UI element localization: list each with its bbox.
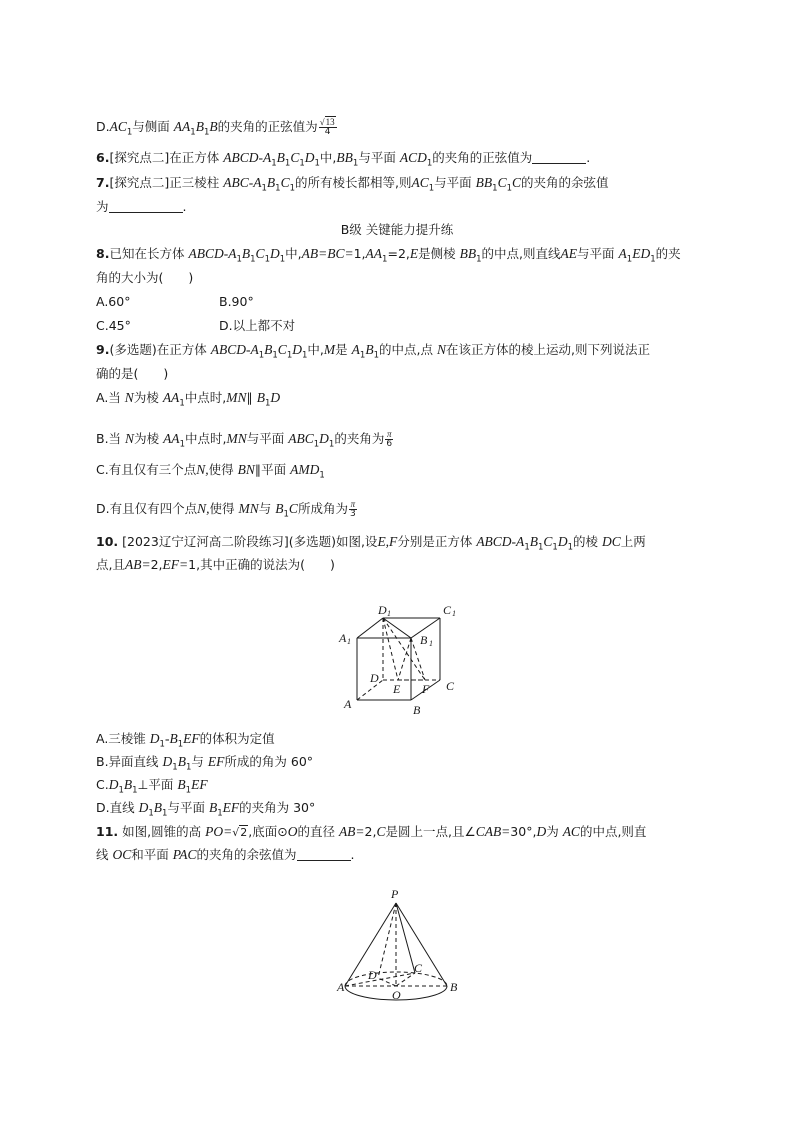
label-c1-sub: 1 (452, 609, 456, 618)
cone-label-b: B (450, 980, 458, 994)
answer-blank[interactable] (297, 848, 351, 861)
label-d1: D (378, 603, 387, 617)
question-11: 11. 如图,圆锥的高 PO=√2,底面⊙O的直径 AB=2,C是圆上一点,且∠CAB=30°,D为 AC的中点,则直 (96, 824, 647, 839)
q9-option-d[interactable]: D.有且仅有四个点N,使得 MN与 $B_1C$所成角为 $\frac{\pi}{3}$ (96, 499, 356, 520)
question-8-line2: 角的大小为( ) (96, 270, 194, 285)
cone-label-d: D (368, 968, 377, 982)
section-heading: B级 关键能力提升练 (340, 222, 454, 237)
label-b1-sub: 1 (429, 639, 433, 648)
question-7: 7.[探究点二]正三棱柱 ABC-$A_1B_1C_1$的所有棱长都相等,则$AC_1$与平面 $BB_1C_1C$的夹角的余弦值 (96, 175, 609, 194)
cube-figure (0, 600, 794, 730)
label-c: C (446, 679, 455, 693)
question-11-line2: 线 OC和平面 PAC的夹角的余弦值为 . (96, 847, 355, 862)
label-b1: B (420, 633, 428, 647)
q10-option-c[interactable]: $C.D_1B_1\perp$平面 $B_1EF$ (96, 777, 208, 796)
cone-label-o: O (392, 988, 401, 1002)
q8-option-c[interactable]: C.45° (96, 318, 131, 333)
q9-option-a[interactable]: A.当 N为棱 $AA_1$中点时,MN∥ $B_1D$ (96, 390, 281, 409)
label-a1-sub: 1 (347, 637, 351, 646)
q10-option-a[interactable]: A.三棱锥 $D_1-B_1EF$的体积为定值 (96, 731, 275, 750)
question-7-line2: 为 . (96, 199, 187, 214)
cone-figure (0, 885, 794, 1015)
question-9-line2: 确的是( ) (96, 366, 169, 381)
q8-option-b[interactable]: B.90° (219, 294, 254, 309)
q9-option-c[interactable]: C.有且仅有三个点N,使得 BN∥平面 $AMD_1$ (96, 462, 325, 481)
label-e: E (393, 682, 401, 696)
question-9: 9.(多选题)在正方体 ABCD-$A_1B_1C_1D_1$中,M是 $A_1B_1$的中点,点 N在该正方体的棱上运动,则下列说法正 (96, 342, 650, 361)
label-d1-sub: 1 (387, 609, 391, 618)
cone-label-p: P (391, 887, 399, 901)
label-f: F (422, 682, 430, 696)
answer-blank[interactable] (109, 200, 183, 213)
label-b: B (413, 703, 421, 717)
question-6: 6.[探究点二]在正方体 ABCD-$A_1B_1C_1D_1$中$,BB_1$与平面 $ACD_1$的夹角的正弦值为 . (96, 150, 591, 169)
q8-option-d[interactable]: D.以上都不对 (219, 318, 296, 333)
fraction-sqrt13-over-4: $\frac{√13}{4}$ (319, 117, 335, 137)
fraction-pi-over-6: $\frac{\pi}{6}$ (386, 429, 393, 449)
question-8: 8.已知在长方体 ABCD-$A_1B_1C_1D_1$中$,AB=BC=1,AA_1=2,E$是侧棱 $BB_1$的中点,则直线AE与平面 $A_1ED_1$的夹 (96, 246, 681, 265)
q5-option-d: $D.AC_1$与侧面 $AA_1B_1B$的夹角的正弦值为 $\frac{√13}{4}$ (96, 117, 335, 138)
label-d: D (370, 671, 379, 685)
cone-label-c: C (414, 961, 423, 975)
cone-label-a: A (337, 980, 345, 994)
label-c1: C (443, 603, 452, 617)
question-10-line2: 点,且AB=2,EF=1,其中正确的说法为( ) (96, 557, 335, 572)
q10-option-d[interactable]: D.直线 $D_1B_1$与平面 $B_1EF$的夹角为 30° (96, 800, 316, 819)
fraction-pi-over-3: $\frac{\pi}{3}$ (349, 499, 356, 519)
label-a: A (344, 697, 352, 711)
label-a1: A (339, 631, 347, 645)
answer-blank[interactable] (532, 151, 586, 164)
q10-option-b[interactable]: B.异面直线 $D_1B_1$与 EF所成的角为 60° (96, 754, 314, 773)
question-10: 10. [2023辽宁辽河高二阶段练习](多选题)如图,设E,F分别是正方体 ABCD-$A_1B_1C_1D_1$的棱 DC上两 (96, 534, 646, 553)
q9-option-b[interactable]: B.当 N为棱 $AA_1$中点时,MN与平面 $ABC_1D_1$的夹角为 $\frac{\pi}{6}$ (96, 429, 393, 450)
q8-option-a[interactable]: A.60° (96, 294, 131, 309)
